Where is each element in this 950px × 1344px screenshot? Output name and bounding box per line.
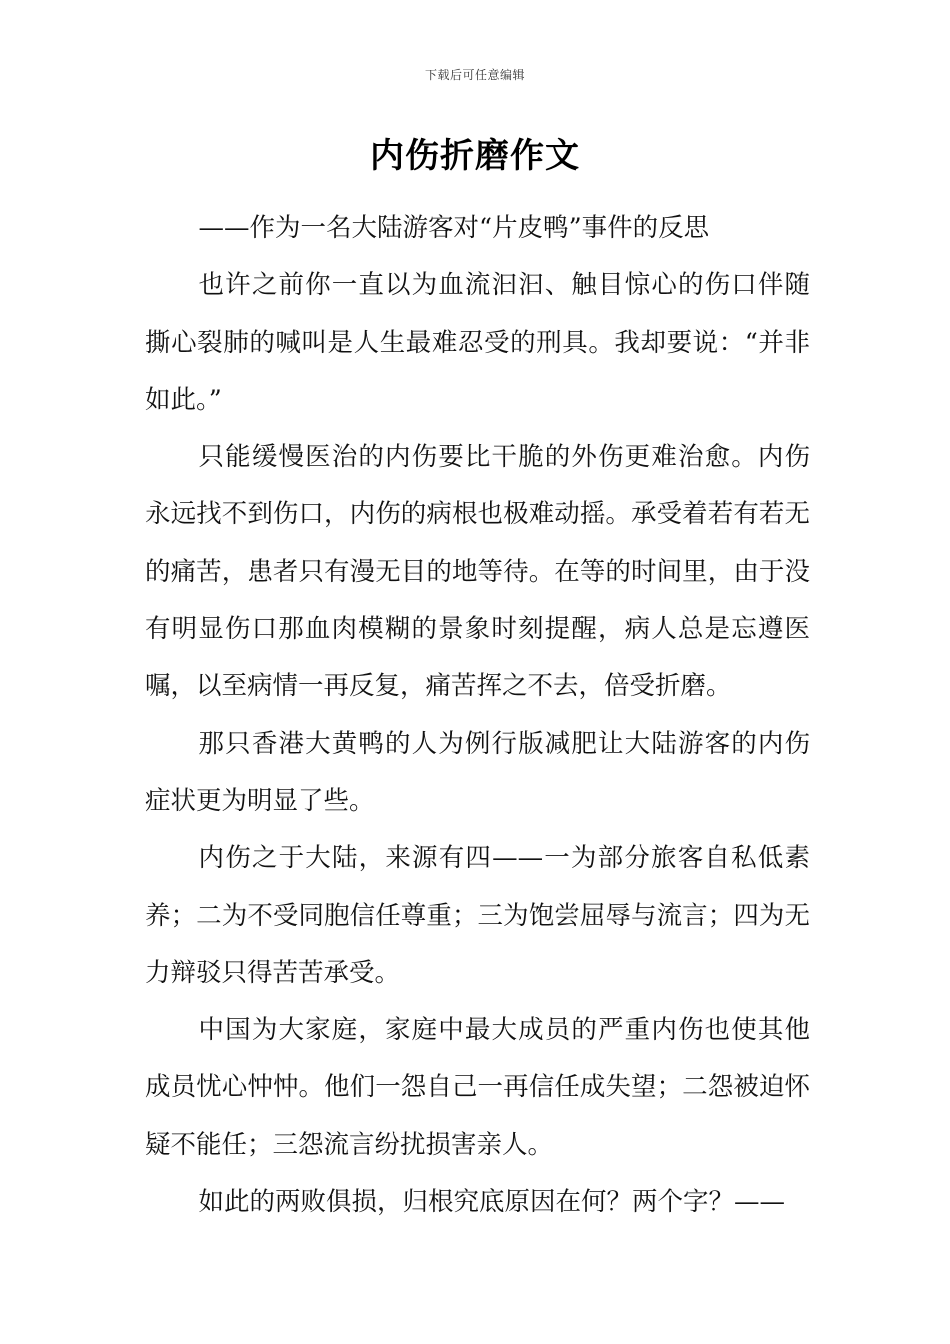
paragraph: 如此的两败俱损，归根究底原因在何？两个字？—— xyxy=(198,1187,786,1218)
page-title: 内伤折磨作文 xyxy=(370,136,580,176)
paragraph: 中国为大家庭，家庭中最大成员的严重内伤也使其他成员忧心忡忡。他们一怨自己一再信任成失望；二怨被迫怀疑不能任；三怨流言纷扰损害亲人。 xyxy=(145,1015,810,1160)
subtitle: ——作为一名大陆游客对“片皮鸭”事件的反思 xyxy=(198,213,710,243)
document-body xyxy=(145,200,810,1231)
paragraph: 只能缓慢医治的内伤要比干脆的外伤更难治愈。内伤永远找不到伤口，内伤的病根也极难动摇。承受着若有若无的痛苦，患者只有漫无目的地等待。在等的时间里，由于没有明显伤口那血肉模糊的景象时刻提醒，病人总是忘遵医嘱，以至病情一再反复，痛苦挥之不去，倍受折磨。 xyxy=(145,442,810,702)
header-note: 下载后可任意编辑 xyxy=(424,68,525,82)
paragraph: 那只香港大黄鸭的人为例行版减肥让大陆游客的内伤症状更为明显了些。 xyxy=(145,728,810,816)
paragraph: 也许之前你一直以为血流汩汩、触目惊心的伤口伴随撕心裂肺的喊叫是人生最难忍受的刑具。我却要说：“并非如此。” xyxy=(145,270,810,415)
paragraph: 内伤之于大陆，来源有四——一为部分旅客自私低素养；二为不受同胞信任尊重；三为饱尝屈辱与流言；四为无力辩驳只得苦苦承受。 xyxy=(145,843,810,988)
